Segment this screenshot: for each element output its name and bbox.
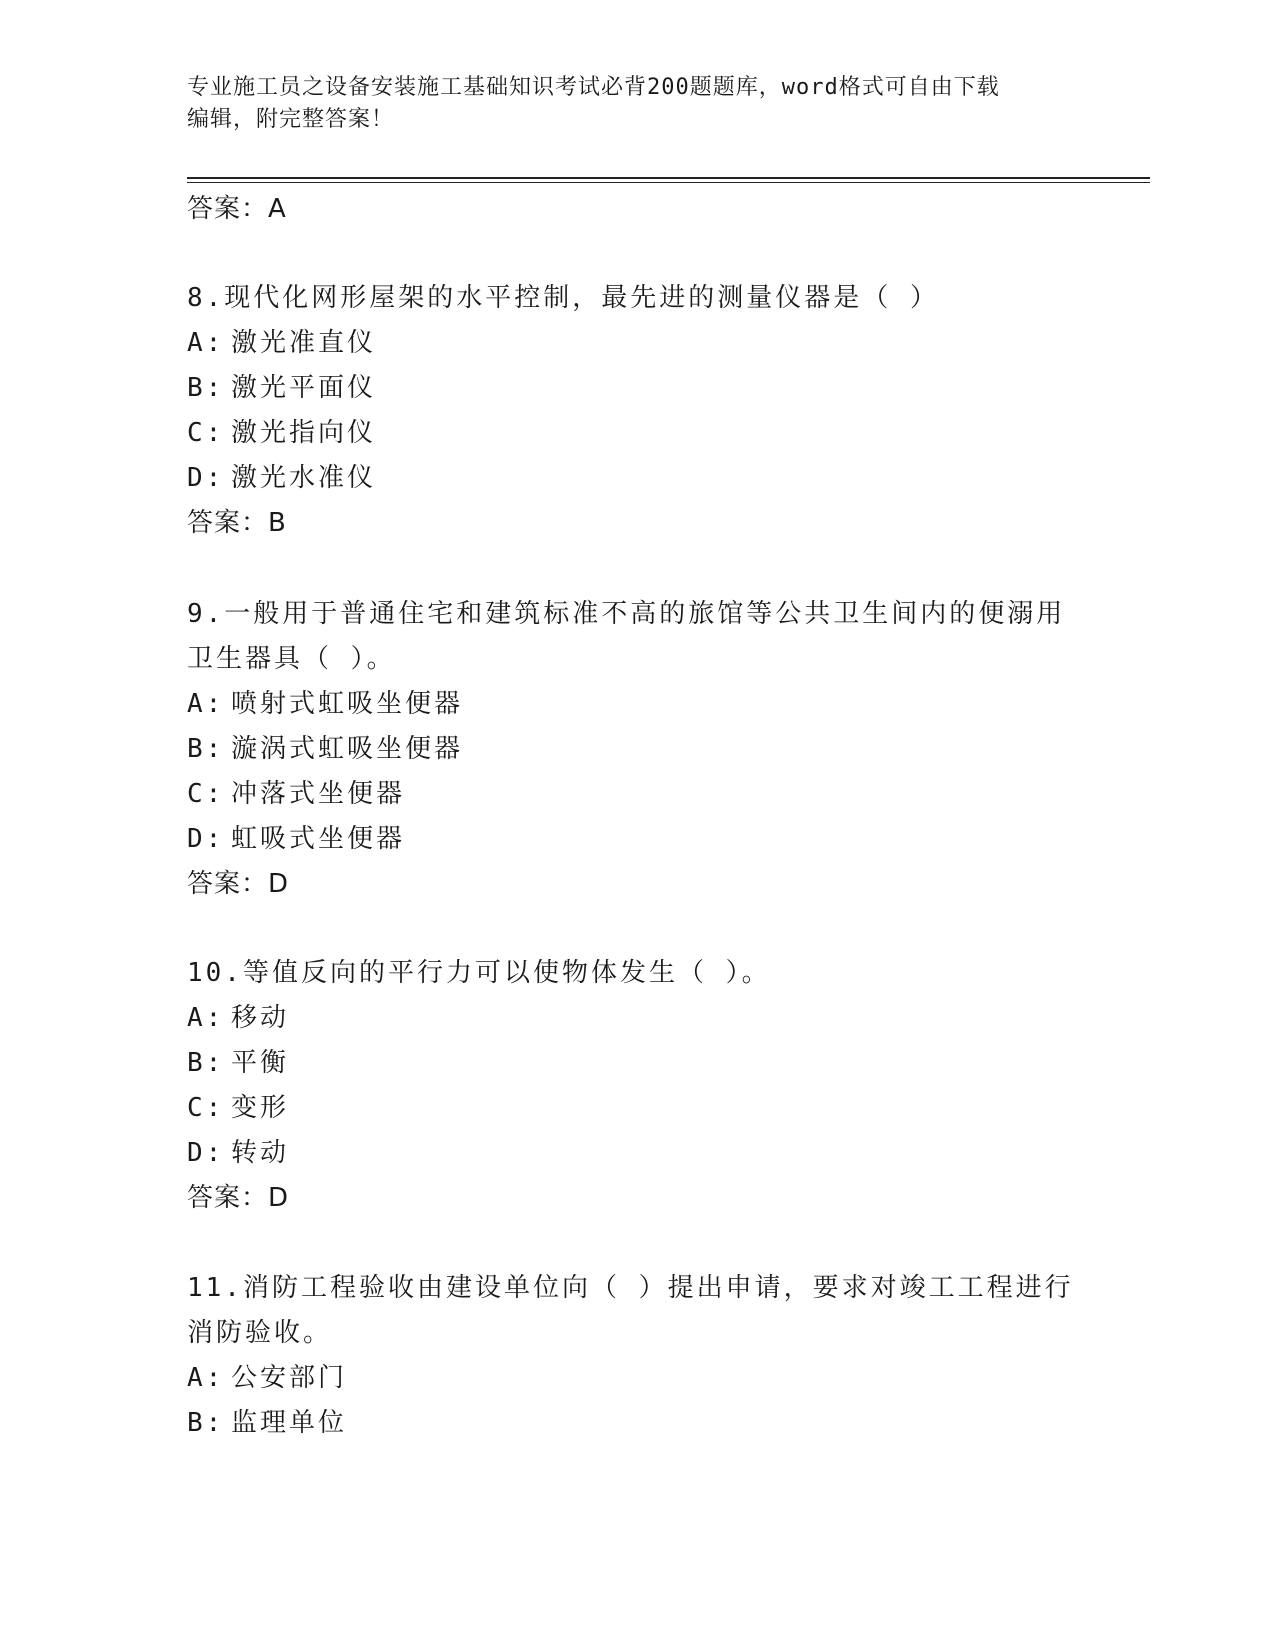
option-text: 公安部门 (231, 1363, 348, 1393)
option-key: C: (187, 1093, 225, 1123)
q8-answer: 答案：B (187, 508, 287, 538)
header-title-line2: 编辑，附完整答案！ (187, 107, 395, 132)
option-text: 变形 (231, 1093, 290, 1123)
option-text: 激光准直仪 (231, 328, 377, 358)
option-key: D: (187, 1138, 225, 1168)
q8-option-a (187, 325, 376, 361)
q10-option-b (187, 1045, 289, 1081)
option-text: 冲落式坐便器 (231, 779, 406, 809)
q11-stem-line1: 11.消防工程验收由建设单位向（ ）提出申请，要求对竣工工程进行 (187, 1273, 1074, 1303)
header-divider (187, 177, 1150, 179)
option-text: 漩涡式虹吸坐便器 (231, 734, 464, 764)
q8-stem: 8.现代化网形屋架的水平控制，最先进的测量仪器是（ ） (187, 283, 939, 313)
prev-answer: 答案：A (187, 194, 287, 224)
q10-answer: 答案：D (187, 1183, 290, 1213)
option-key: D: (187, 824, 225, 854)
q9-answer: 答案：D (187, 869, 290, 899)
header-divider-thin (187, 182, 1150, 183)
option-text: 喷射式虹吸坐便器 (231, 689, 464, 719)
q11-stem-line2: 消防验收。 (187, 1318, 333, 1348)
q10-option-d (187, 1135, 289, 1171)
q10-stem: 10.等值反向的平行力可以使物体发生（ ）。 (187, 958, 771, 988)
option-key: C: (187, 418, 225, 448)
option-text: 激光水准仪 (231, 463, 377, 493)
option-key: A: (187, 1363, 225, 1393)
option-text: 激光指向仪 (231, 418, 377, 448)
q10-option-c (187, 1090, 289, 1126)
header-title-line1: 专业施工员之设备安装施工基础知识考试必背200题题库，word格式可自由下载 (187, 75, 1000, 100)
q9-stem-line2: 卫生器具（ ）。 (187, 644, 396, 674)
option-key: A: (187, 689, 225, 719)
option-key: B: (187, 1408, 225, 1438)
option-text: 激光平面仪 (231, 373, 377, 403)
option-key: B: (187, 734, 225, 764)
option-text: 监理单位 (231, 1408, 348, 1438)
q8-option-c (187, 415, 376, 451)
option-text: 移动 (231, 1003, 290, 1033)
option-text: 虹吸式坐便器 (231, 824, 406, 854)
q10-option-a (187, 1000, 289, 1036)
q9-option-c (187, 776, 405, 812)
option-key: D: (187, 463, 225, 493)
q9-stem-line1: 9.一般用于普通住宅和建筑标准不高的旅馆等公共卫生间内的便溺用 (187, 599, 1066, 629)
option-key: C: (187, 779, 225, 809)
option-key: A: (187, 328, 225, 358)
option-key: B: (187, 373, 225, 403)
option-text: 转动 (231, 1138, 290, 1168)
option-key: A: (187, 1003, 225, 1033)
q9-option-d (187, 821, 405, 857)
q8-option-d (187, 460, 376, 496)
q8-option-b (187, 370, 376, 406)
q11-option-b (187, 1405, 347, 1441)
q9-option-b (187, 731, 463, 767)
document-header (187, 72, 1067, 136)
option-key: B: (187, 1048, 225, 1078)
q9-option-a (187, 686, 463, 722)
option-text: 平衡 (231, 1048, 290, 1078)
q11-option-a (187, 1360, 347, 1396)
